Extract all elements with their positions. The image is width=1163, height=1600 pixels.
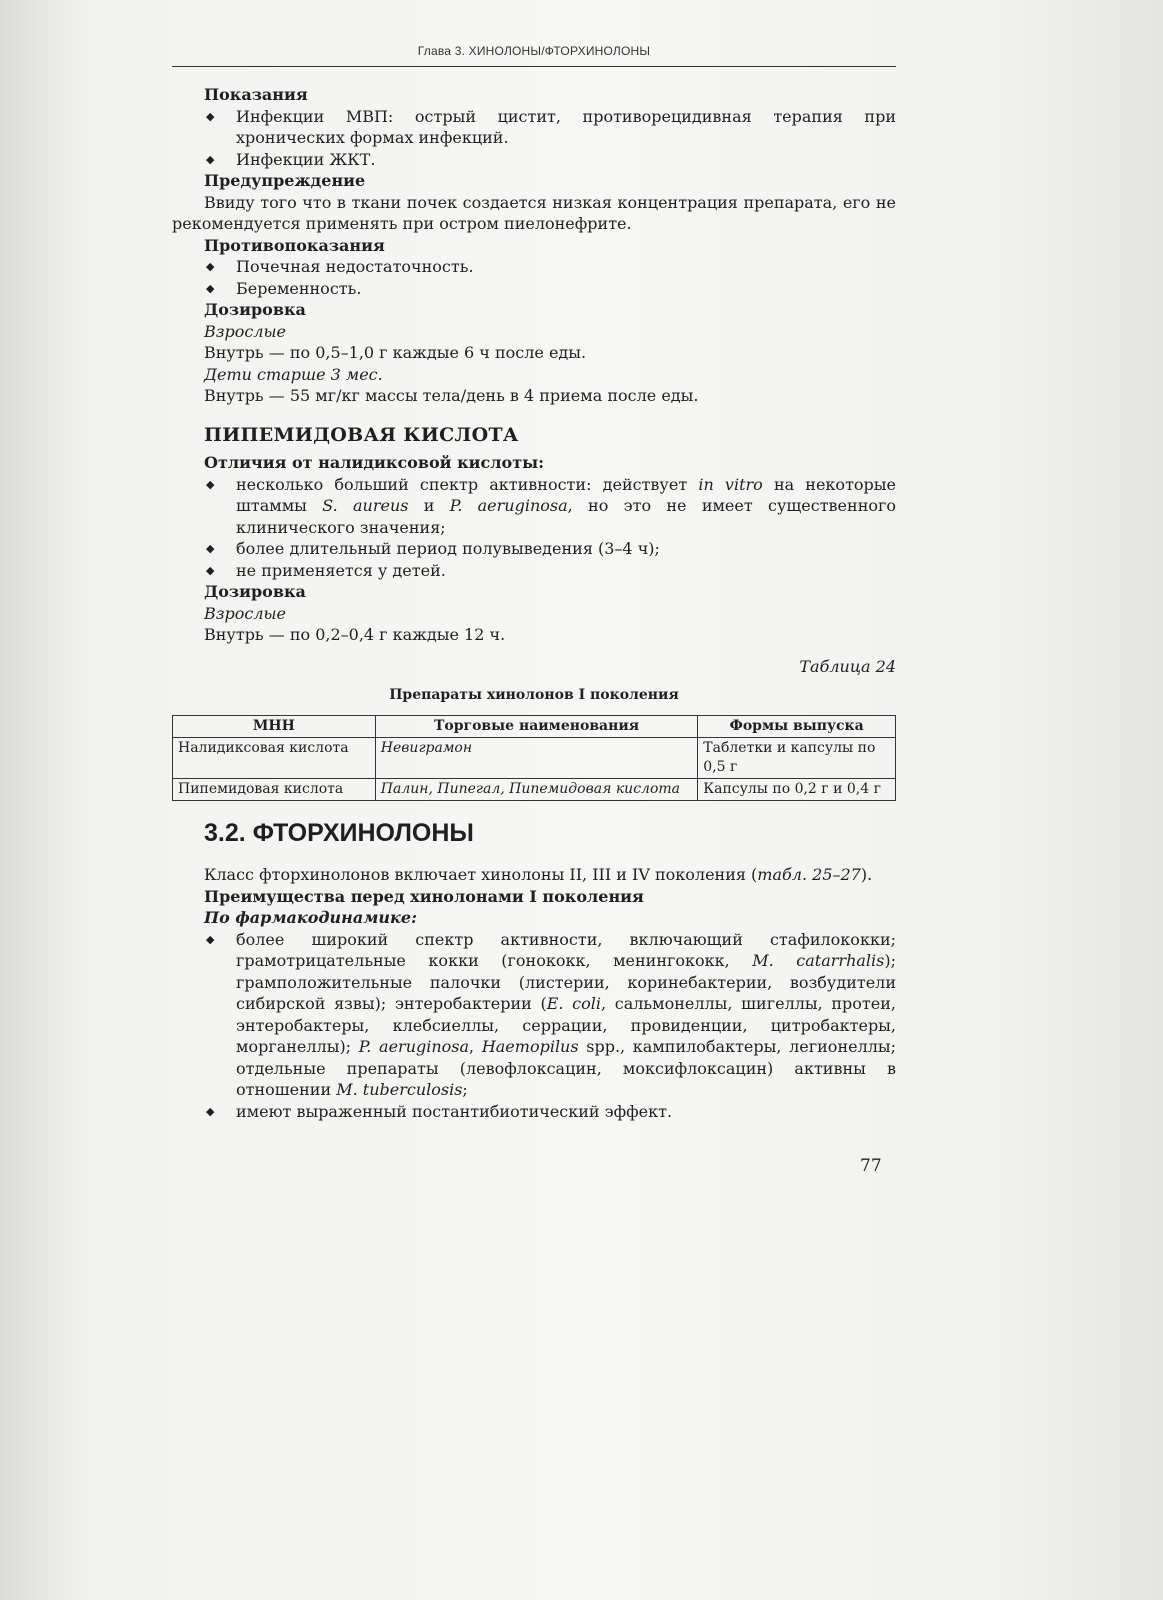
table-cell: Капсулы по 0,2 г и 0,4 г — [698, 778, 896, 800]
dosage-heading: Дозировка — [204, 300, 306, 319]
warning-heading: Предупреждение — [204, 171, 366, 190]
column-header: МНН — [173, 715, 376, 737]
list-item: ◆ имеют выраженный постантибиотический эффект. — [206, 1101, 673, 1121]
header-rule — [172, 66, 896, 67]
differences-heading: Отличия от налидиксовой кислоты: — [204, 453, 545, 472]
list-item: ◆ не применяется у детей. — [206, 560, 446, 580]
children-label: Дети старше 3 мес. — [204, 364, 383, 384]
column-header: Торговые наименования — [375, 715, 698, 737]
table-number: Таблица 24 — [799, 656, 896, 676]
adults-dose: Внутрь — по 0,5–1,0 г каждые 6 ч после еды. — [204, 343, 587, 362]
page-content — [172, 84, 896, 1122]
bullet-icon: ◆ — [206, 1104, 215, 1118]
list-item: ◆ Инфекции ЖКТ. — [206, 149, 376, 169]
list-item: ◆ Беременность. — [206, 278, 362, 298]
pharmacodynamics-heading: По фармакодинамике: — [204, 908, 417, 927]
bullet-icon: ◆ — [206, 932, 215, 946]
table-cell: Налидиксовая кислота — [173, 737, 376, 778]
dosage-heading: Дозировка — [204, 582, 306, 601]
table-row — [173, 778, 896, 800]
bullet-icon: ◆ — [206, 563, 215, 577]
adults-label: Взрослые — [204, 321, 287, 341]
quinolones-table — [172, 715, 896, 801]
section-title-fluoroquinolones: 3.2. ФТОРХИНОЛОНЫ — [204, 818, 474, 847]
bullet-icon: ◆ — [206, 477, 215, 491]
list-item: ◆ Инфекции МВП: острый цистит, противорецидивная терапия при хронических формах инфекций. — [206, 106, 896, 147]
warning-text: Ввиду того что в ткани почек создается низкая концентрация препарата, его не рекомендуется применять при остром пиелонефрите. — [172, 192, 896, 233]
bullet-icon: ◆ — [206, 109, 215, 123]
list-item: ◆ Почечная недостаточность. — [206, 257, 474, 276]
adults-dose: Внутрь — по 0,2–0,4 г каждые 12 ч. — [204, 625, 506, 644]
bullet-icon: ◆ — [206, 542, 215, 555]
table-caption: Препараты хинолонов I поколения — [389, 687, 679, 703]
advantages-heading: Преимущества перед хинолонами I поколения — [204, 886, 644, 906]
adults-label: Взрослые — [204, 603, 287, 623]
list-item: ◆ несколько больший спектр активности: действует in vitro на некоторые штаммы S. aureus и P. aeruginosa, но это не имеет существенного клинического значения; — [206, 474, 897, 537]
intro-text: Класс фторхинолонов включает хинолоны II, III и IV поколения (табл. 25–27). — [204, 865, 873, 884]
list-item: ◆ более широкий спектр активности, включающий стафилококки; грамотрицательные кокки (гонококк, менингококк, M. catarrhalis); грамположительные палочки (листерии, коринебактерии, возбудители сибирской язвы); энтеробактерии (E. coli, сальмонеллы, шигеллы, протеи, энтеробактеры, клебсиеллы, серрации, провиденции, цитробактеры, морганеллы); P. aeruginosa, Haemopilus spp., кампилобактеры, легионеллы; отдельные препараты (левофлоксацин, моксифлоксацин) активны в отношении M. tuberculosis; — [206, 929, 897, 1099]
table-header-row — [173, 715, 896, 737]
children-dose: Внутрь — 55 мг/кг массы тела/день в 4 приема после еды. — [204, 386, 699, 405]
bullet-icon: ◆ — [206, 152, 215, 166]
table-cell: Таблетки и капсулы по 0,5 г — [698, 737, 896, 778]
list-item: ◆ более длительный период полувыведения (3–4 ч); — [206, 539, 660, 558]
section-title-pipemidic: ПИПЕМИДОВАЯ КИСЛОТА — [204, 423, 519, 446]
column-header: Формы выпуска — [698, 715, 896, 737]
running-title: Глава 3. ХИНОЛОНЫ/ФТОРХИНОЛОНЫ — [417, 44, 651, 58]
table-cell: Невиграмон — [375, 737, 698, 778]
contraindications-heading: Противопоказания — [204, 235, 385, 255]
bullet-icon: ◆ — [206, 281, 215, 295]
table-cell: Пипемидовая кислота — [173, 778, 376, 800]
indications-heading: Показания — [204, 85, 308, 104]
table-cell: Палин, Пипегал, Пипемидовая кислота — [375, 778, 698, 800]
bullet-icon: ◆ — [206, 260, 215, 273]
table-row — [173, 737, 896, 778]
page-number: 77 — [860, 1156, 882, 1176]
